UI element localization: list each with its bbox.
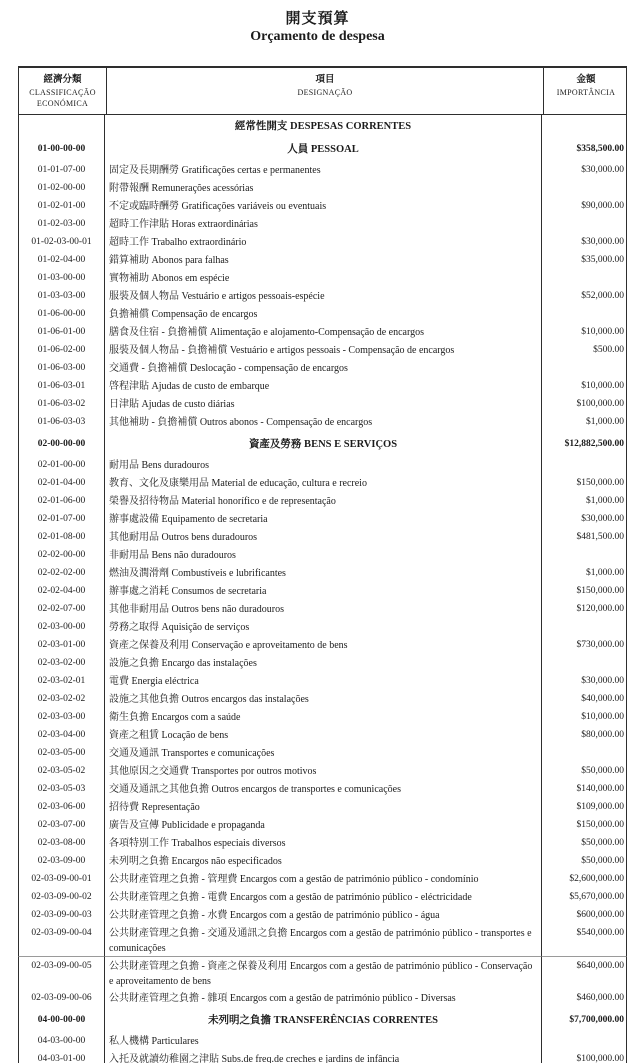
- row-code: 02-03-09-00-02: [18, 888, 105, 906]
- table-row: [18, 546, 627, 564]
- table-row: [18, 744, 627, 762]
- row-designation: 資產及勞務 BENS E SERVIÇOS: [105, 431, 542, 456]
- table-row: [18, 456, 627, 474]
- row-amount: [542, 269, 627, 287]
- table-row: [18, 708, 627, 726]
- row-designation: 超時工作 Trabalho extraordinário: [105, 233, 542, 251]
- table-row: [18, 431, 627, 456]
- row-designation: 負擔補償 Compensação de encargos: [105, 305, 542, 323]
- row-designation: 非耐用品 Bens não duradouros: [105, 546, 542, 564]
- row-designation: 公共財產管理之負擔 - 電費 Encargos com a gestão de património público - eléctricidade: [105, 888, 542, 906]
- row-designation: 各項特別工作 Trabalhos especiais diversos: [105, 834, 542, 852]
- row-code: 02-03-09-00-04: [18, 924, 105, 956]
- row-code: 01-06-03-01: [18, 377, 105, 395]
- row-designation: 私人機構 Particulares: [105, 1032, 542, 1050]
- row-designation: 超時工作津貼 Horas extraordinárias: [105, 215, 542, 233]
- row-code: 01-00-00-00: [18, 136, 105, 161]
- row-designation: 未列明之負擔 TRANSFERÊNCIAS CORRENTES: [105, 1007, 542, 1032]
- row-amount: [542, 215, 627, 233]
- row-code: 01-02-00-00: [18, 179, 105, 197]
- row-designation: 其他原因之交通費 Transportes por outros motivos: [105, 762, 542, 780]
- row-amount: $540,000.00: [542, 924, 627, 956]
- row-code: 02-01-08-00: [18, 528, 105, 546]
- row-amount: $10,000.00: [542, 377, 627, 395]
- row-designation: 啓程津貼 Ajudas de custo de embarque: [105, 377, 542, 395]
- column-header-amount-zh: 金額: [576, 74, 596, 85]
- row-designation: 電費 Energia eléctrica: [105, 672, 542, 690]
- row-code: 01-01-07-00: [18, 161, 105, 179]
- row-amount: $730,000.00: [542, 636, 627, 654]
- row-code: 01-02-04-00: [18, 251, 105, 269]
- row-designation: 公共財產管理之負擔 - 資產之保養及利用 Encargos com a gestão de património público - Conservação e aproveitamento de bens: [105, 956, 542, 989]
- row-amount: $50,000.00: [542, 762, 627, 780]
- column-header-amount-pt: IMPORTÂNCIA: [556, 88, 616, 97]
- row-amount: $640,000.00: [542, 956, 627, 989]
- row-designation: 衛生負擔 Encargos com a saúde: [105, 708, 542, 726]
- column-header-designation-zh: 項目: [315, 74, 335, 85]
- row-code: 01-06-00-00: [18, 305, 105, 323]
- table-row: [18, 654, 627, 672]
- table-row: [18, 251, 627, 269]
- row-code: 01-03-03-00: [18, 287, 105, 305]
- row-amount: $12,882,500.00: [542, 431, 627, 456]
- column-header-classification: [19, 68, 106, 114]
- budget-table: [18, 66, 627, 1063]
- row-amount: $30,000.00: [542, 161, 627, 179]
- row-designation: 招待費 Representação: [105, 798, 542, 816]
- row-designation: 公共財產管理之負擔 - 雜項 Encargos com a gestão de património público - Diversas: [105, 989, 542, 1007]
- column-header-classification-zh: 經濟分類: [43, 74, 82, 85]
- row-amount: $1,000.00: [542, 492, 627, 510]
- row-amount: $40,000.00: [542, 690, 627, 708]
- row-designation: 實物補助 Abonos em espécie: [105, 269, 542, 287]
- table-row: [18, 582, 627, 600]
- row-code: 01-02-03-00: [18, 215, 105, 233]
- row-amount: $500.00: [542, 341, 627, 359]
- table-row: [18, 672, 627, 690]
- row-designation: 服裝及個人物品 Vestuário e artigos pessoais-espécie: [105, 287, 542, 305]
- table-row: [18, 359, 627, 377]
- row-code: 02-03-03-00: [18, 708, 105, 726]
- row-code: 02-03-09-00: [18, 852, 105, 870]
- table-row: [18, 852, 627, 870]
- row-code: 02-01-04-00: [18, 474, 105, 492]
- row-amount: $30,000.00: [542, 672, 627, 690]
- row-designation: 資產之租賃 Locação de bens: [105, 726, 542, 744]
- table-row: [18, 1007, 627, 1032]
- row-amount: $10,000.00: [542, 708, 627, 726]
- row-code: 02-00-00-00: [18, 431, 105, 456]
- row-code: 01-06-02-00: [18, 341, 105, 359]
- row-amount: [542, 179, 627, 197]
- row-code: 02-03-09-00-05: [18, 956, 105, 989]
- row-code: 04-00-00-00: [18, 1007, 105, 1032]
- row-code: 02-01-07-00: [18, 510, 105, 528]
- row-amount: $150,000.00: [542, 582, 627, 600]
- row-code: 02-03-01-00: [18, 636, 105, 654]
- row-code: 02-02-04-00: [18, 582, 105, 600]
- row-amount: [542, 359, 627, 377]
- row-code: 02-02-07-00: [18, 600, 105, 618]
- row-amount: $100,000.00: [542, 395, 627, 413]
- row-designation: 辦事處之消耗 Consumos de secretaria: [105, 582, 542, 600]
- row-amount: $460,000.00: [542, 989, 627, 1007]
- row-code: 02-03-04-00: [18, 726, 105, 744]
- row-code: 02-03-02-01: [18, 672, 105, 690]
- row-code: 04-03-00-00: [18, 1032, 105, 1050]
- row-code: 01-06-03-03: [18, 413, 105, 431]
- row-amount: $52,000.00: [542, 287, 627, 305]
- row-amount: $100,000.00: [542, 1050, 627, 1063]
- row-code: 01-06-03-00: [18, 359, 105, 377]
- row-amount: $90,000.00: [542, 197, 627, 215]
- row-code: 02-01-06-00: [18, 492, 105, 510]
- row-designation: 耐用品 Bens duradouros: [105, 456, 542, 474]
- row-amount: [542, 654, 627, 672]
- table-row: [18, 341, 627, 359]
- row-amount: [542, 305, 627, 323]
- row-designation: 交通及通訊 Transportes e comunicações: [105, 744, 542, 762]
- row-code: 02-01-00-00: [18, 456, 105, 474]
- row-code: 02-03-08-00: [18, 834, 105, 852]
- table-row: [18, 780, 627, 798]
- row-amount: $30,000.00: [542, 233, 627, 251]
- row-designation: 服裝及個人物品 - 負擔補償 Vestuário e artigos pessoais - Compensação de encargos: [105, 341, 542, 359]
- row-amount: $7,700,000.00: [542, 1007, 627, 1032]
- table-row: [18, 323, 627, 341]
- table-row: [18, 924, 627, 956]
- table-row: [18, 161, 627, 179]
- row-designation: 經常性開支 DESPESAS CORRENTES: [105, 115, 542, 136]
- row-code: 02-03-02-00: [18, 654, 105, 672]
- row-designation: 燃油及潤滑劑 Combustíveis e lubrificantes: [105, 564, 542, 582]
- row-amount: $140,000.00: [542, 780, 627, 798]
- table-body: [18, 115, 627, 1063]
- row-code: 02-03-09-00-03: [18, 906, 105, 924]
- table-row: [18, 115, 627, 136]
- column-header-designation: [106, 68, 543, 114]
- row-code: 02-03-02-02: [18, 690, 105, 708]
- table-row: [18, 510, 627, 528]
- row-designation: 教育、文化及康樂用品 Material de educação, cultura e recreio: [105, 474, 542, 492]
- row-designation: 設施之負擔 Encargo das instalações: [105, 654, 542, 672]
- row-designation: 公共財產管理之負擔 - 水費 Encargos com a gestão de património público - água: [105, 906, 542, 924]
- row-amount: $120,000.00: [542, 600, 627, 618]
- table-header: [18, 66, 627, 115]
- row-designation: 設施之其他負擔 Outros encargos das instalações: [105, 690, 542, 708]
- row-designation: 其他補助 - 負擔補償 Outros abonos - Compensação de encargos: [105, 413, 542, 431]
- row-amount: $50,000.00: [542, 834, 627, 852]
- column-header-classification-pt2: ECONÓMICA: [36, 99, 89, 108]
- row-designation: 資產之保養及利用 Conservação e aproveitamento de bens: [105, 636, 542, 654]
- column-header-classification-pt1: CLASSIFICAÇÃO: [29, 88, 96, 97]
- row-code: 02-03-09-00-01: [18, 870, 105, 888]
- row-designation: 入托及就讀幼稚園之津貼 Subs.de freq.de creches e jardins de infância: [105, 1050, 542, 1063]
- table-row: [18, 474, 627, 492]
- row-amount: [542, 456, 627, 474]
- row-amount: $1,000.00: [542, 413, 627, 431]
- row-designation: 固定及長期酬勞 Gratificações certas e permanentes: [105, 161, 542, 179]
- row-designation: 人員 PESSOAL: [105, 136, 542, 161]
- row-designation: 榮譽及招待物品 Material honorífico e de representação: [105, 492, 542, 510]
- row-designation: 廣告及宣傳 Publicidade e propaganda: [105, 816, 542, 834]
- row-designation: 日津貼 Ajudas de custo diárias: [105, 395, 542, 413]
- row-designation: 勞務之取得 Aquisição de serviços: [105, 618, 542, 636]
- table-row: [18, 287, 627, 305]
- row-amount: [542, 618, 627, 636]
- table-row: [18, 834, 627, 852]
- row-amount: [542, 744, 627, 762]
- table-row: [18, 989, 627, 1007]
- row-code: 02-03-05-02: [18, 762, 105, 780]
- table-row: [18, 636, 627, 654]
- table-row: [18, 726, 627, 744]
- row-designation: 交通及通訊之其他負擔 Outros encargos de transportes e comunicações: [105, 780, 542, 798]
- table-row: [18, 600, 627, 618]
- row-code: 04-03-01-00: [18, 1050, 105, 1063]
- row-amount: $1,000.00: [542, 564, 627, 582]
- row-code: 01-06-01-00: [18, 323, 105, 341]
- row-code: 01-02-03-00-01: [18, 233, 105, 251]
- row-amount: $50,000.00: [542, 852, 627, 870]
- row-designation: 其他非耐用品 Outros bens não duradouros: [105, 600, 542, 618]
- table-row: [18, 906, 627, 924]
- table-row: [18, 528, 627, 546]
- row-amount: [542, 1032, 627, 1050]
- table-row: [18, 956, 627, 989]
- table-row: [18, 870, 627, 888]
- table-row: [18, 197, 627, 215]
- row-designation: 錯算補助 Abonos para falhas: [105, 251, 542, 269]
- row-code: 01-03-00-00: [18, 269, 105, 287]
- row-code: [18, 115, 105, 136]
- table-row: [18, 564, 627, 582]
- table-row: [18, 233, 627, 251]
- table-row: [18, 215, 627, 233]
- row-code: 02-03-05-03: [18, 780, 105, 798]
- row-code: 01-06-03-02: [18, 395, 105, 413]
- row-amount: $35,000.00: [542, 251, 627, 269]
- row-amount: $10,000.00: [542, 323, 627, 341]
- row-amount: $5,670,000.00: [542, 888, 627, 906]
- row-designation: 未列明之負擔 Encargos não especificados: [105, 852, 542, 870]
- row-amount: $150,000.00: [542, 474, 627, 492]
- column-header-designation-pt: DESIGNAÇÃO: [297, 88, 353, 97]
- row-designation: 辦事處設備 Equipamento de secretaria: [105, 510, 542, 528]
- table-row: [18, 618, 627, 636]
- row-amount: $358,500.00: [542, 136, 627, 161]
- row-amount: $109,000.00: [542, 798, 627, 816]
- table-row: [18, 136, 627, 161]
- table-row: [18, 305, 627, 323]
- row-code: 02-03-09-00-06: [18, 989, 105, 1007]
- table-row: [18, 1032, 627, 1050]
- table-row: [18, 413, 627, 431]
- table-row: [18, 762, 627, 780]
- table-row: [18, 179, 627, 197]
- table-row: [18, 798, 627, 816]
- row-code: 01-02-01-00: [18, 197, 105, 215]
- row-code: 02-03-07-00: [18, 816, 105, 834]
- row-amount: $2,600,000.00: [542, 870, 627, 888]
- row-code: 02-03-06-00: [18, 798, 105, 816]
- table-row: [18, 269, 627, 287]
- table-row: [18, 690, 627, 708]
- row-amount: $80,000.00: [542, 726, 627, 744]
- row-amount: [542, 546, 627, 564]
- table-row: [18, 492, 627, 510]
- table-row: [18, 395, 627, 413]
- page-title: 開支預算: [285, 9, 350, 27]
- row-amount: [542, 115, 627, 136]
- row-amount: $481,500.00: [542, 528, 627, 546]
- row-designation: 其他耐用品 Outros bens duradouros: [105, 528, 542, 546]
- column-header-amount: [543, 68, 628, 114]
- row-code: 02-03-00-00: [18, 618, 105, 636]
- row-designation: 膳食及住宿 - 負擔補償 Alimentação e alojamento-Compensação de encargos: [105, 323, 542, 341]
- table-row: [18, 816, 627, 834]
- row-code: 02-03-05-00: [18, 744, 105, 762]
- row-designation: 交通費 - 負擔補償 Deslocação - compensação de encargos: [105, 359, 542, 377]
- page-subtitle: Orçamento de despesa: [250, 29, 385, 44]
- row-amount: $30,000.00: [542, 510, 627, 528]
- row-designation: 附帶報酬 Remunerações acessórias: [105, 179, 542, 197]
- row-designation: 不定或臨時酬勞 Gratificações variáveis ou eventuais: [105, 197, 542, 215]
- table-row: [18, 1050, 627, 1063]
- table-row: [18, 888, 627, 906]
- row-amount: $150,000.00: [542, 816, 627, 834]
- row-designation: 公共財產管理之負擔 - 管理費 Encargos com a gestão de património público - condomínio: [105, 870, 542, 888]
- row-designation: 公共財產管理之負擔 - 交通及通訊之負擔 Encargos com a gestão de património público - transportes e comunicações: [105, 924, 542, 956]
- row-code: 02-02-02-00: [18, 564, 105, 582]
- table-row: [18, 377, 627, 395]
- row-code: 02-02-00-00: [18, 546, 105, 564]
- row-amount: $600,000.00: [542, 906, 627, 924]
